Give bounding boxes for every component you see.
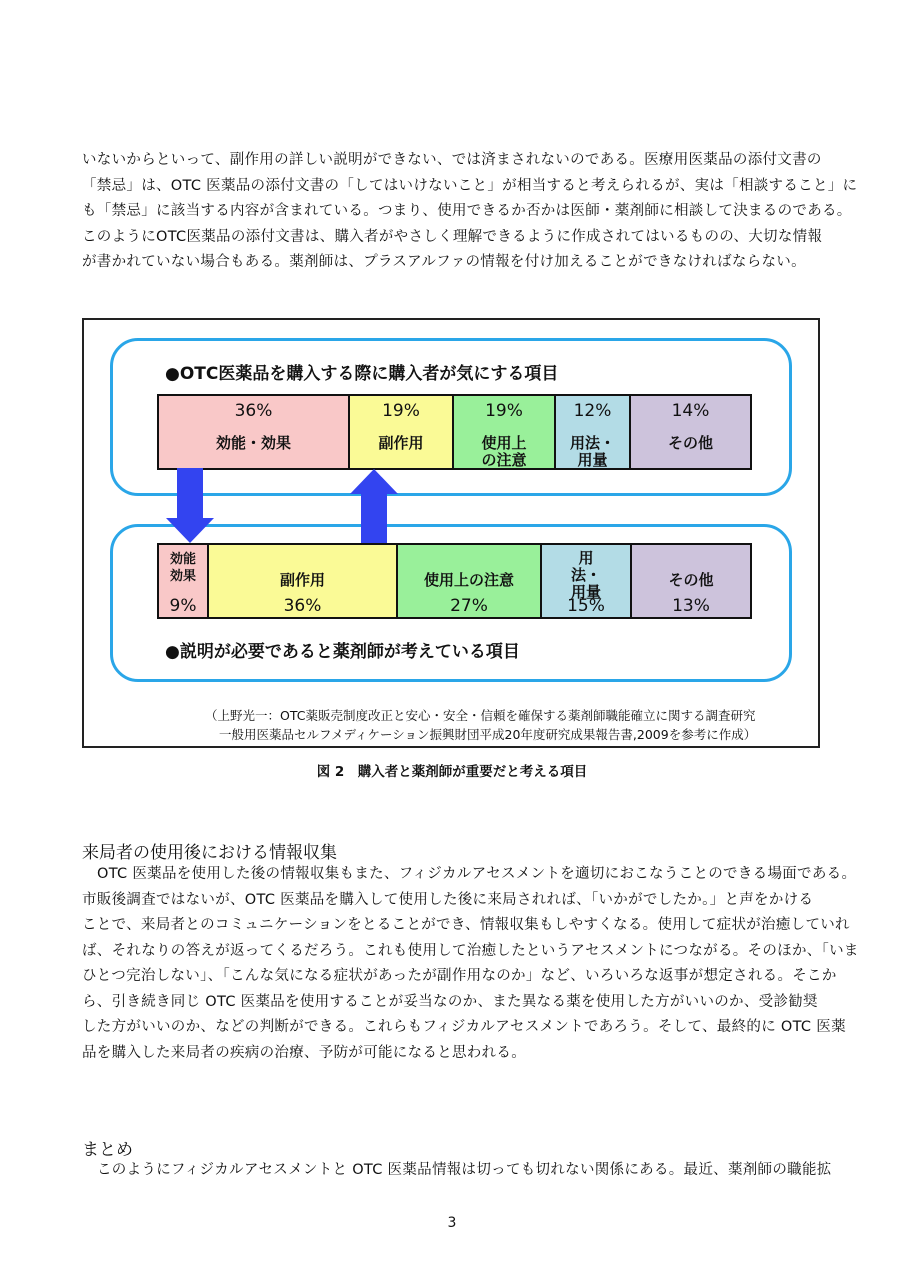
- section-heading: 来局者の使用後における情報収集: [82, 843, 337, 863]
- top-segment-efficacy: [157, 394, 350, 470]
- text-line: 「禁忌」は、OTC 医薬品の添付文書の「してはいけないこと」が相当すると考えられるが、実は「相談すること」に: [82, 177, 858, 194]
- text-line: も「禁忌」に該当する内容が含まれている。つまり、使用できるか否かは医師・薬剤師に相談して決まるのである。: [82, 203, 852, 219]
- text-line: このようにOTC医薬品の添付文書は、購入者がやさしく理解できるように作成されてはいるものの、大切な情報: [82, 228, 823, 245]
- section-paragraph: [82, 862, 859, 1066]
- segment-label: その他: [667, 434, 713, 452]
- top-segment-other: [629, 394, 752, 470]
- segment-percent: 19%: [382, 401, 420, 421]
- segment-label: 使用上の注意: [481, 434, 527, 469]
- text-line: 品を購入した来局者の疾病の治療、予防が可能になると思われる。: [82, 1044, 526, 1061]
- page-number: 3: [447, 1215, 457, 1231]
- top-segment-side-effects: [348, 394, 454, 470]
- text-line: ば、それなりの答えが返ってくるだろう。これも使用して治癒したというアセスメントにつながる。そのほか、「いま: [82, 942, 859, 959]
- down-arrow-icon: [165, 468, 215, 544]
- section-paragraph: [82, 1158, 834, 1184]
- top-segment-dosage: [554, 394, 631, 470]
- segment-percent: 36%: [234, 401, 273, 421]
- segment-label: 副作用: [378, 434, 424, 452]
- segment-percent: 19%: [485, 401, 523, 421]
- segment-label: その他: [668, 571, 714, 589]
- segment-percent: 36%: [283, 596, 322, 616]
- up-arrow-icon: [349, 469, 399, 545]
- buyer-concerns-title: ●OTC医薬品を購入する際に購入者が気にする項目: [165, 364, 559, 384]
- top-segment-precautions: [452, 394, 556, 470]
- bottom-segment-side-effects: [207, 543, 398, 619]
- source-line: 一般用医薬品セルフメディケーション振興財団平成20年度研究成果報告書,2009を参考に作成）: [219, 727, 757, 742]
- segment-label: 副作用: [279, 571, 325, 589]
- segment-label: 用法・用量: [570, 434, 616, 469]
- segment-percent: 12%: [573, 401, 612, 421]
- segment-percent: 15%: [567, 596, 605, 616]
- text-line: OTC 医薬品を使用した後の情報収集もまた、フィジカルアセスメントを適切におこなうことのできる場面である。: [97, 866, 857, 882]
- bottom-segment-dosage: [540, 543, 632, 619]
- segment-percent: 27%: [450, 596, 488, 616]
- segment-percent: 13%: [672, 596, 710, 616]
- source-line: （上野光一：OTC薬販売制度改正と安心・安全・信頼を確保する薬剤師職能確立に関する調査研究: [205, 708, 756, 723]
- intro-paragraph: [82, 148, 858, 276]
- segment-label: 効能効果: [170, 552, 197, 584]
- pharmacist-concerns-title: ●説明が必要であると薬剤師が考えている項目: [165, 642, 520, 662]
- figure-caption: 図 2 購入者と薬剤師が重要だと考える項目: [316, 764, 588, 780]
- bottom-segment-efficacy: [157, 543, 209, 619]
- bottom-segment-precautions: [396, 543, 542, 619]
- segment-label: 用法・用量: [570, 549, 601, 601]
- text-line: ら、引き続き同じ OTC 医薬品を使用することが妥当なのか、また異なる薬を使用した方がいいのか、受診勧奨: [82, 993, 818, 1010]
- text-line: ひとつ完治しない」、「こんな気になる症状があったが副作用なのか」など、いろいろな返事が想定される。そこか: [82, 968, 837, 984]
- text-line: このようにフィジカルアセスメントと OTC 医薬品情報は切っても切れない関係にある。最近、薬剤師の職能拡: [97, 1162, 832, 1178]
- text-line: ことで、来局者とのコミュニケーションをとることができ、情報収集もしやすくなる。使用して症状が治癒していれ: [82, 917, 850, 933]
- section-heading: まとめ: [82, 1140, 133, 1160]
- bottom-segment-other: [630, 543, 752, 619]
- text-line: が書かれていない場合もある。薬剤師は、プラスアルファの情報を付け加えることができなければならない。: [82, 254, 806, 270]
- text-line: した方がいいのか、などの判断ができる。これらもフィジカルアセスメントであろう。そして、最終的に OTC 医薬: [82, 1019, 846, 1035]
- segment-percent: 14%: [671, 401, 710, 421]
- segment-percent: 9%: [169, 596, 197, 616]
- segment-label: 効能・効果: [215, 434, 291, 452]
- segment-label: 使用上の注意: [423, 571, 514, 589]
- text-line: いないからといって、副作用の詳しい説明ができない、では済まされないのである。医療用医薬品の添付文書の: [82, 152, 822, 168]
- text-line: 市販後調査ではないが、OTC 医薬品を購入して使用した後に来局されれば、「いかがでしたか。」と声をかける: [82, 891, 814, 908]
- figure-source: [205, 706, 756, 744]
